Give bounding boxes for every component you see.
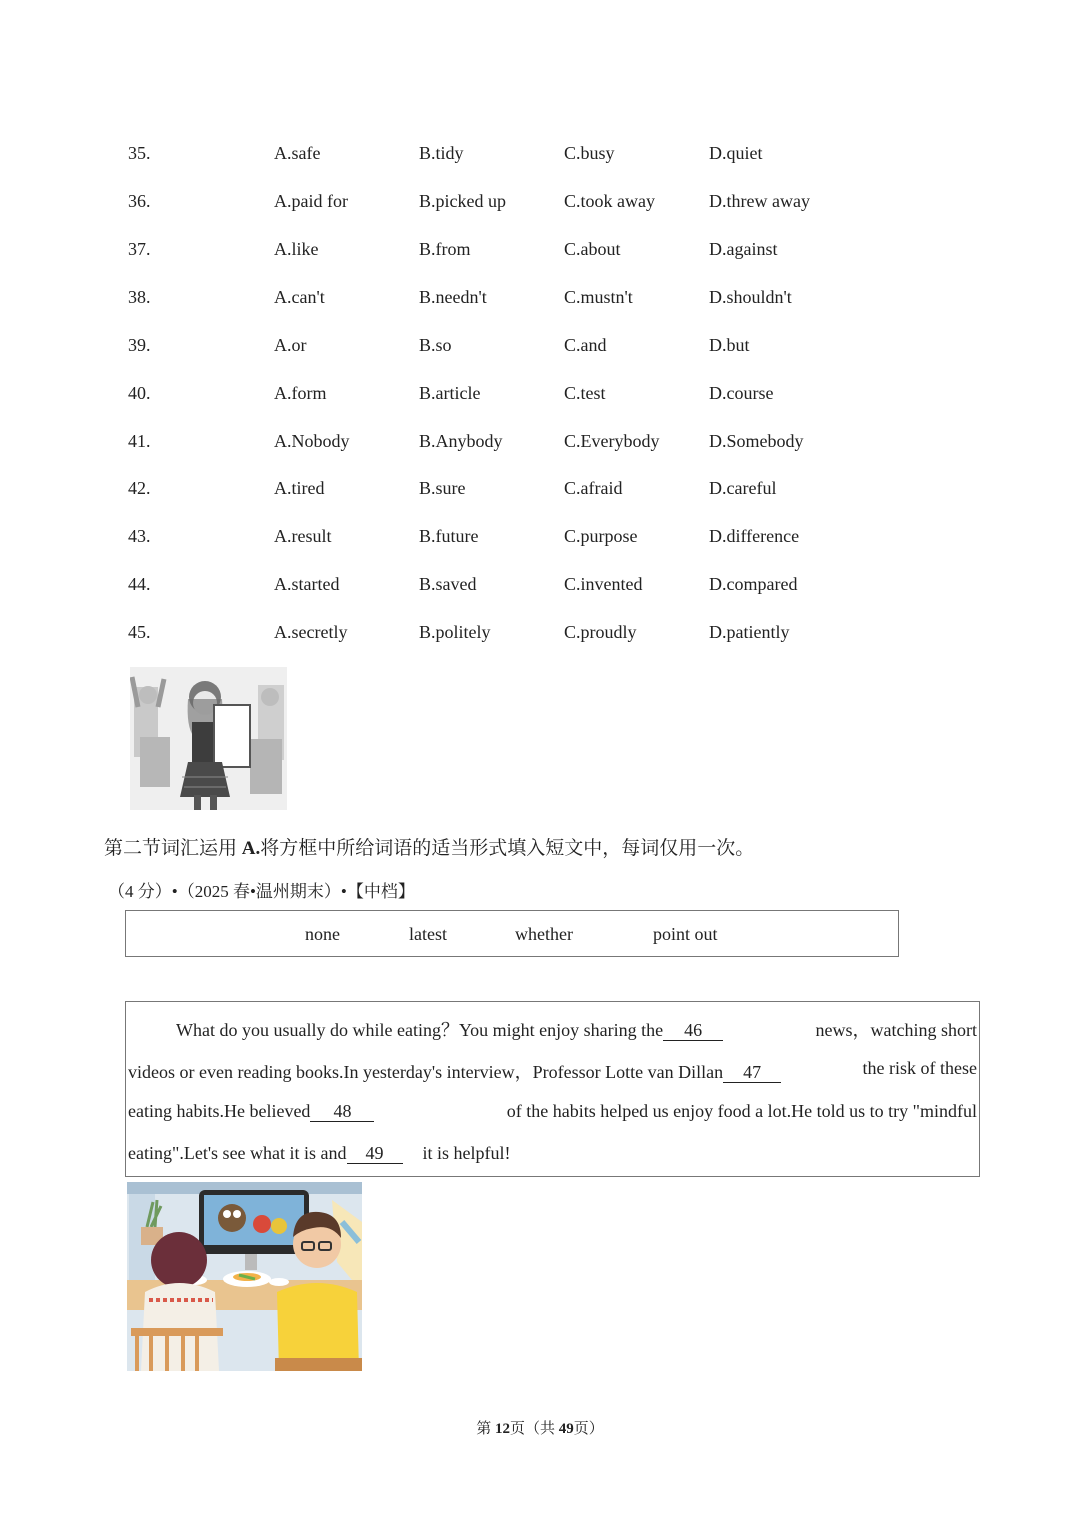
question-number: 42. (128, 478, 151, 498)
illustration-eating-with-screen (127, 1182, 362, 1371)
question-row (0, 431, 1080, 461)
option-c: C.and (564, 335, 607, 355)
option-a: A.started (274, 574, 340, 594)
question-row (0, 383, 1080, 413)
option-a: A.like (274, 239, 319, 259)
question-row (0, 239, 1080, 269)
option-a: A.safe (274, 143, 321, 163)
word-bank-item: point out (653, 924, 718, 944)
option-b: B.future (419, 526, 479, 546)
footer-text: 页（共 (509, 1421, 559, 1437)
question-row (0, 287, 1080, 317)
option-a: A.Nobody (274, 431, 350, 451)
heading-bold: A. (241, 838, 261, 859)
question-row (0, 574, 1080, 604)
question-row (0, 191, 1080, 221)
footer-text: 第 (476, 1421, 495, 1437)
option-d: D.shouldn't (709, 287, 792, 307)
option-c: C.invented (564, 574, 643, 594)
heading-instruction: 将方框中所给词语的适当形式填入短文中，每词仅用一次。 (260, 838, 755, 859)
passage-text (128, 1101, 374, 1127)
passage-segment: videos or even reading books.In yesterday's interview，Professor Lotte van Dillan (128, 1062, 724, 1082)
heading-prefix: 第二节词汇运用 (104, 838, 242, 859)
option-a: A.can't (274, 287, 325, 307)
option-b: B.article (419, 383, 481, 403)
option-b: B.politely (419, 622, 491, 642)
footer-text: 页） (573, 1421, 604, 1437)
question-number: 45. (128, 622, 151, 642)
option-c: C.proudly (564, 622, 637, 642)
passage-text (128, 1058, 781, 1084)
page-total: 49 (558, 1421, 574, 1437)
passage-text: news，watching short (815, 1020, 977, 1040)
option-b: B.so (419, 335, 452, 355)
word-bank-item: latest (409, 924, 447, 944)
word-bank-item: none (305, 924, 340, 944)
question-number: 35. (128, 143, 151, 163)
option-c: C.Everybody (564, 431, 660, 451)
section-info: （4 分）•（2025 春•温州期末）•【中档】 (108, 882, 415, 901)
option-a: A.tired (274, 478, 325, 498)
blank-48[interactable]: 48 (310, 1101, 374, 1122)
option-c: C.test (564, 383, 606, 403)
blank-46[interactable]: 46 (663, 1020, 723, 1041)
passage-text: the risk of these (862, 1058, 977, 1078)
passage-line (128, 1101, 977, 1127)
illustration-girl-with-paper (130, 667, 287, 810)
question-number: 38. (128, 287, 151, 307)
option-b: B.needn't (419, 287, 487, 307)
option-a: A.form (274, 383, 327, 403)
question-number: 37. (128, 239, 151, 259)
option-a: A.or (274, 335, 307, 355)
option-c: C.purpose (564, 526, 638, 546)
passage-box (125, 1001, 980, 1177)
passage-line (176, 1016, 977, 1042)
option-c: C.mustn't (564, 287, 633, 307)
option-d: D.quiet (709, 143, 763, 163)
question-number: 39. (128, 335, 151, 355)
passage-line (128, 1058, 977, 1084)
question-row (0, 526, 1080, 556)
question-number: 44. (128, 574, 151, 594)
option-c: C.took away (564, 191, 655, 211)
option-b: B.sure (419, 478, 466, 498)
option-a: A.secretly (274, 622, 348, 642)
option-d: D.course (709, 383, 774, 403)
option-c: C.afraid (564, 478, 623, 498)
option-b: B.Anybody (419, 431, 503, 451)
option-d: D.threw away (709, 191, 810, 211)
question-row (0, 478, 1080, 508)
page-number: 12 (494, 1421, 510, 1437)
page-footer (0, 1417, 1080, 1438)
option-a: A.result (274, 526, 332, 546)
passage-segment: What do you usually do while eating？You might enjoy sharing the (176, 1020, 664, 1040)
passage-segment: eating habits.He believed (128, 1101, 311, 1121)
section-heading (104, 833, 754, 860)
option-d: D.compared (709, 574, 798, 594)
passage-line (128, 1143, 977, 1169)
question-row (0, 622, 1080, 652)
option-d: D.careful (709, 478, 777, 498)
option-d: D.difference (709, 526, 800, 546)
question-number: 40. (128, 383, 151, 403)
option-b: B.tidy (419, 143, 464, 163)
passage-segment: eating".Let's see what it is and (128, 1143, 347, 1163)
question-number: 36. (128, 191, 151, 211)
passage-text (176, 1016, 723, 1042)
blank-47[interactable]: 47 (723, 1062, 781, 1083)
option-d: D.patiently (709, 622, 790, 642)
blank-49[interactable]: 49 (347, 1143, 403, 1164)
question-row (0, 335, 1080, 365)
option-b: B.saved (419, 574, 477, 594)
word-bank-item: whether (515, 924, 573, 944)
option-d: D.against (709, 239, 778, 259)
option-d: D.Somebody (709, 431, 804, 451)
question-row (0, 143, 1080, 173)
option-b: B.from (419, 239, 471, 259)
question-number: 41. (128, 431, 151, 451)
passage-text: of the habits helped us enjoy food a lot.He told us to try "mindful (506, 1101, 977, 1121)
question-number: 43. (128, 526, 151, 546)
passage-segment: it is helpful! (422, 1143, 511, 1163)
option-b: B.picked up (419, 191, 506, 211)
option-a: A.paid for (274, 191, 348, 211)
word-bank (125, 910, 899, 957)
option-c: C.about (564, 239, 621, 259)
option-d: D.but (709, 335, 750, 355)
option-c: C.busy (564, 143, 615, 163)
